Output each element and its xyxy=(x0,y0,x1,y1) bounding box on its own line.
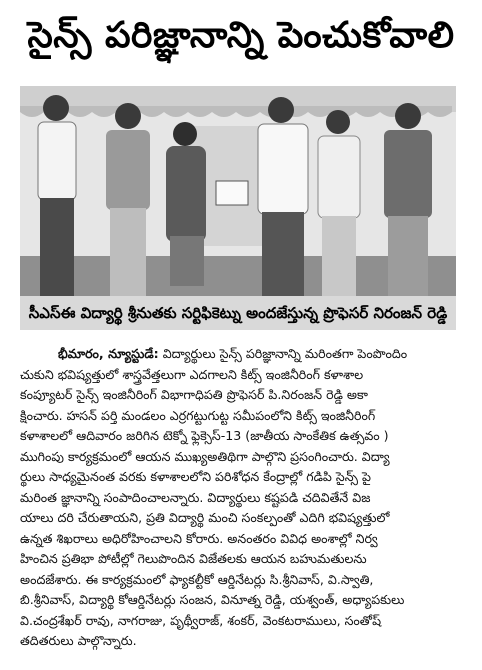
person-4-professor xyxy=(258,97,308,296)
certificate xyxy=(216,181,248,205)
article-line: ర్థులు సాధ్యమైనంత వరకు కళాశాలలోని పరిశోధన కేంద్రాల్లో గడిపి సైన్స్ పై xyxy=(20,469,371,484)
photo-caption: సీఎస్ఈ విద్యార్థి శ్రీనుతకు సర్టిఫికెట్ను అందజేస్తున్న ప్రొఫెసర్ నిరంజన్ రెడ్డి xyxy=(20,296,456,330)
person-2 xyxy=(106,103,150,296)
article-body xyxy=(20,344,456,664)
headline: సైన్స్ పరిజ్ఞానాన్ని పెంచుకోవాలి xyxy=(27,15,455,56)
article-line: బి.శ్రీనివాస్, విద్యార్థి కోఆర్డినేటర్లు సంజన, వినూత్న రెడ్డి, యశ్వంత్, అధ్యాపకులు xyxy=(20,592,405,607)
article-line: ముగింపు కార్యక్రమంలో ఆయన ముఖ్యఅతిథిగా పాల్గొని ప్రసంగించారు. విద్యా xyxy=(20,448,390,464)
article-line: అందజేశారు. ఈ కార్యక్రమంలో ఫ్యాకల్టీకో ఆర్డినేటర్లు సి.శ్రీనివాస్, వి.స్వాతి, xyxy=(20,571,374,587)
article-line: ఉన్నత శిఖరాలు అధిరోహించాలని కోరారు. అనంతరం వివిధ అంశాల్లో నిర్వ xyxy=(20,530,378,546)
first-line-text: విద్యార్థులు సైన్స్ పరిజ్ఞానాన్ని మరింతగా పెంపొందిం xyxy=(162,346,408,361)
article-line: క్షించారు. హసన్ పర్తి మండలం ఎర్రగట్టుగుట్ట సమీపంలోని కిట్స్ ఇంజినీరింగ్ xyxy=(20,407,376,423)
person-3-student xyxy=(166,122,206,286)
person-5 xyxy=(318,110,360,296)
article-first-line xyxy=(20,344,456,365)
article-line: కళాశాలలో ఆదివారం జరిగిన టెక్నో ఫ్లెక్సెస్-13 (జాతీయ సాంకేతిక ఉత్సవం ) xyxy=(20,428,389,443)
person-6 xyxy=(384,103,432,296)
article-line: మరింత జ్ఞానాన్ని సంపాదించాలన్నారు. విద్యార్థులు కష్టపడి చదివితేనే విజ xyxy=(20,489,371,505)
news-photo xyxy=(20,86,456,296)
article-line: యాలు దరి చేరుతాయని, ప్రతి విద్యార్థి మంచి సంకల్పంతో ఎదిగి భవిష్యత్తులో xyxy=(20,510,390,525)
article-line: వి.చంద్రశేఖర్ రావు, నాగరాజు, పృథ్వీరాజ్, శంకర్, వెంకటరాములు, సంతోష్ xyxy=(20,612,382,628)
article-line: చుకుని భవిష్యత్తులో శాస్త్రవేత్తలుగా ఎదగాలని కిట్స్ ఇంజినీరింగ్ కళాశాల xyxy=(20,366,364,382)
person-1 xyxy=(38,95,76,296)
article-line: తదితరులు పాల్గొన్నారు. xyxy=(20,633,137,648)
dateline: భీమారం, న్యూస్టుడే: xyxy=(58,346,159,361)
article-line: కంప్యూటర్ సైన్స్ ఇంజినీరింగ్ విభాగాధిపతి ప్రొఫెసర్ పి.నిరంజన్ రెడ్డి అకా xyxy=(20,387,368,402)
article-line: హించిన ప్రతిభా పోటీల్లో గెలుపొందిన విజేతలకు ఆయన బహుమతులను xyxy=(20,551,367,566)
photo-illustration xyxy=(20,86,456,296)
